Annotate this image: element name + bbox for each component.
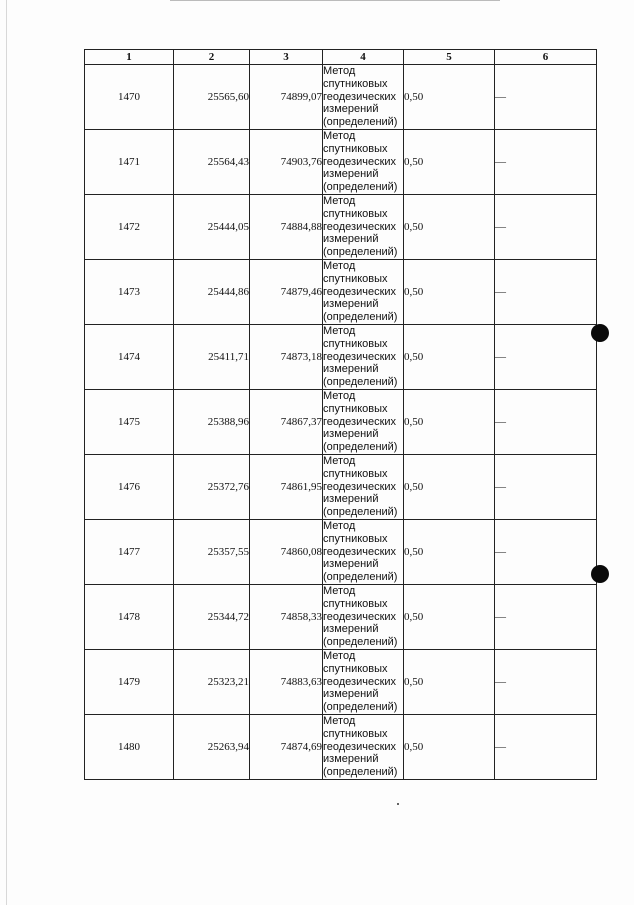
x-coordinate-cell: 25372,76 <box>174 455 250 520</box>
method-cell: Метод спутниковых геодезических измерений (определений) <box>323 195 404 260</box>
accuracy-cell: 0,50 <box>404 715 495 780</box>
table-row <box>85 195 597 260</box>
point-number-cell: 1473 <box>85 260 174 325</box>
table-row <box>85 130 597 195</box>
point-number-cell: 1470 <box>85 65 174 130</box>
table-body <box>85 65 597 780</box>
y-coordinate-cell: 74883,63 <box>250 650 323 715</box>
x-coordinate-cell: 25411,71 <box>174 325 250 390</box>
method-cell: Метод спутниковых геодезических измерений (определений) <box>323 455 404 520</box>
table-row <box>85 65 597 130</box>
x-coordinate-cell: 25357,55 <box>174 520 250 585</box>
x-coordinate-cell: 25444,05 <box>174 195 250 260</box>
point-number-cell: 1478 <box>85 585 174 650</box>
accuracy-cell: 0,50 <box>404 130 495 195</box>
page-edge-shadow <box>6 0 7 905</box>
x-coordinate-cell: 25564,43 <box>174 130 250 195</box>
description-cell: — <box>495 65 597 130</box>
accuracy-cell: 0,50 <box>404 325 495 390</box>
accuracy-cell: 0,50 <box>404 650 495 715</box>
accuracy-cell: 0,50 <box>404 585 495 650</box>
y-coordinate-cell: 74861,95 <box>250 455 323 520</box>
table-row <box>85 585 597 650</box>
table-row <box>85 390 597 455</box>
table-header-row <box>85 50 597 65</box>
method-cell: Метод спутниковых геодезических измерений (определений) <box>323 715 404 780</box>
method-cell: Метод спутниковых геодезических измерений (определений) <box>323 520 404 585</box>
y-coordinate-cell: 74874,69 <box>250 715 323 780</box>
column-header-6: 6 <box>495 50 597 65</box>
description-cell: — <box>495 585 597 650</box>
point-number-cell: 1472 <box>85 195 174 260</box>
accuracy-cell: 0,50 <box>404 390 495 455</box>
point-number-cell: 1480 <box>85 715 174 780</box>
accuracy-cell: 0,50 <box>404 520 495 585</box>
x-coordinate-cell: 25323,21 <box>174 650 250 715</box>
y-coordinate-cell: 74860,08 <box>250 520 323 585</box>
description-cell: — <box>495 325 597 390</box>
method-cell: Метод спутниковых геодезических измерений (определений) <box>323 65 404 130</box>
y-coordinate-cell: 74903,76 <box>250 130 323 195</box>
column-header-5: 5 <box>404 50 495 65</box>
column-header-3: 3 <box>250 50 323 65</box>
x-coordinate-cell: 25388,96 <box>174 390 250 455</box>
description-cell: — <box>495 455 597 520</box>
description-cell: — <box>495 715 597 780</box>
scan-speck <box>397 803 399 805</box>
punch-hole-mark <box>591 565 609 583</box>
punch-hole-mark <box>591 324 609 342</box>
x-coordinate-cell: 25565,60 <box>174 65 250 130</box>
method-cell: Метод спутниковых геодезических измерений (определений) <box>323 585 404 650</box>
column-header-1: 1 <box>85 50 174 65</box>
table-row <box>85 650 597 715</box>
method-cell: Метод спутниковых геодезических измерений (определений) <box>323 325 404 390</box>
y-coordinate-cell: 74879,46 <box>250 260 323 325</box>
y-coordinate-cell: 74867,37 <box>250 390 323 455</box>
coordinates-table <box>84 49 597 780</box>
point-number-cell: 1476 <box>85 455 174 520</box>
table-row <box>85 715 597 780</box>
accuracy-cell: 0,50 <box>404 65 495 130</box>
description-cell: — <box>495 390 597 455</box>
y-coordinate-cell: 74858,33 <box>250 585 323 650</box>
point-number-cell: 1477 <box>85 520 174 585</box>
method-cell: Метод спутниковых геодезических измерений (определений) <box>323 650 404 715</box>
accuracy-cell: 0,50 <box>404 260 495 325</box>
description-cell: — <box>495 195 597 260</box>
x-coordinate-cell: 25344,72 <box>174 585 250 650</box>
description-cell: — <box>495 520 597 585</box>
method-cell: Метод спутниковых геодезических измерений (определений) <box>323 130 404 195</box>
description-cell: — <box>495 260 597 325</box>
point-number-cell: 1471 <box>85 130 174 195</box>
point-number-cell: 1479 <box>85 650 174 715</box>
description-cell: — <box>495 650 597 715</box>
description-cell: — <box>495 130 597 195</box>
method-cell: Метод спутниковых геодезических измерений (определений) <box>323 390 404 455</box>
point-number-cell: 1475 <box>85 390 174 455</box>
table-row <box>85 325 597 390</box>
table-row <box>85 520 597 585</box>
y-coordinate-cell: 74873,18 <box>250 325 323 390</box>
y-coordinate-cell: 74884,88 <box>250 195 323 260</box>
accuracy-cell: 0,50 <box>404 455 495 520</box>
x-coordinate-cell: 25444,86 <box>174 260 250 325</box>
table-row <box>85 260 597 325</box>
method-cell: Метод спутниковых геодезических измерений (определений) <box>323 260 404 325</box>
column-header-4: 4 <box>323 50 404 65</box>
x-coordinate-cell: 25263,94 <box>174 715 250 780</box>
table-row <box>85 455 597 520</box>
top-edge-line <box>170 0 500 1</box>
column-header-2: 2 <box>174 50 250 65</box>
accuracy-cell: 0,50 <box>404 195 495 260</box>
y-coordinate-cell: 74899,07 <box>250 65 323 130</box>
point-number-cell: 1474 <box>85 325 174 390</box>
